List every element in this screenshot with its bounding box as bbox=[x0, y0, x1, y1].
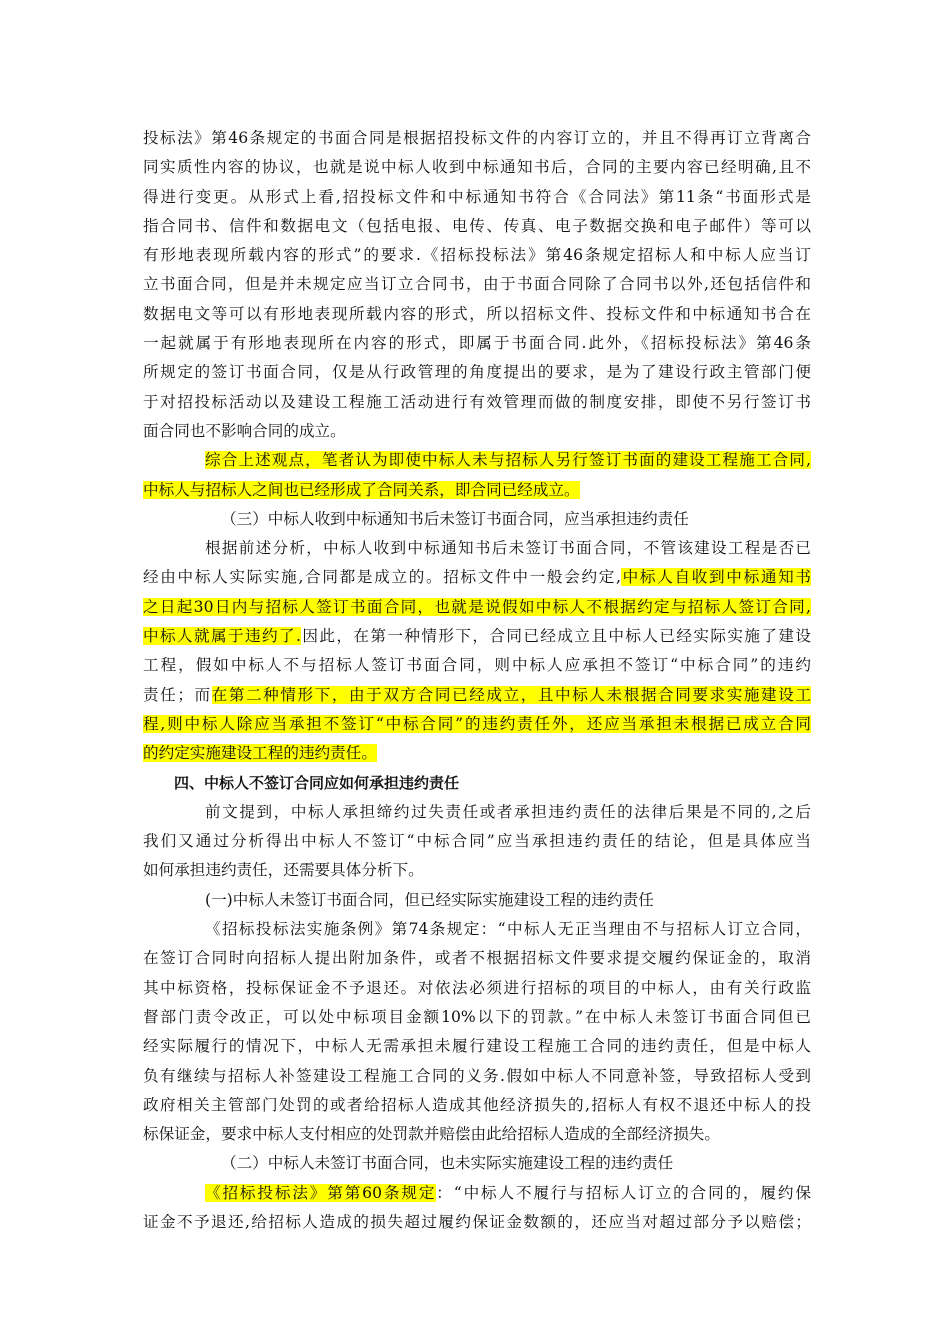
highlighted-text: 综合上述观点，笔者认为即使中标人未与招标人另行签订书面的建设工程施工合同, bbox=[205, 451, 811, 470]
text-line: 立书面合同，但是并未规定应当订立合同书，由于书面合同除了合同书以外,还包括信件和 bbox=[143, 275, 811, 294]
text-line: 经由中标人实际实施,合同都是成立的。招标文件中一般会约定,中标人自收到中标通知书 bbox=[143, 568, 811, 587]
highlighted-text: 之日起30日内与招标人签订书面合同，也就是说假如中标人不根据约定与招标人签订合同, bbox=[143, 597, 811, 616]
text-line: 负有继续与招标人补签建设工程施工合同的义务.假如中标人不同意补签，导致招标人受到 bbox=[143, 1066, 811, 1085]
text-line: 其中标资格，投标保证金不予退还。对依法必须进行招标的项目的中标人，由有关行政监 bbox=[143, 978, 811, 997]
text-line: 指合同书、信件和数据电文（包括电报、电传、传真、电子数据交换和电子邮件）等可以 bbox=[143, 216, 811, 235]
text-line: 我们又通过分析得出中标人不签订“中标合同”应当承担违约责任的结论，但是具体应当 bbox=[143, 832, 811, 851]
document-body bbox=[143, 124, 811, 1237]
highlighted-text: 中标人就属于违约了. bbox=[143, 627, 301, 646]
text-line: 根据前述分析，中标人收到中标通知书后未签订书面合同，不管该建设工程是否已 bbox=[205, 539, 811, 558]
text-line: 投标法》第46条规定的书面合同是根据招投标文件的内容订立的，并且不得再订立背离合 bbox=[143, 129, 811, 147]
section-heading-5: (一)中标人未签订书面合同，但已经实际实施建设工程的违约责任 bbox=[205, 890, 654, 909]
highlighted-text: 程,则中标人除应当承担不签订“中标合同”的违约责任外，还应当承担未根据已成立合同 bbox=[143, 714, 811, 733]
highlighted-text: 《招标投标法》第第60条规定 bbox=[205, 1183, 437, 1202]
text-line: 经实际履行的情况下，中标人无需承担未履行建设工程施工合同的违约责任，但是中标人 bbox=[143, 1037, 811, 1056]
paragraph-2-highlighted bbox=[143, 446, 811, 505]
paragraph-6 bbox=[143, 1179, 811, 1238]
section-heading-4: 四、中标人不签订合同应如何承担违约责任 bbox=[174, 773, 460, 792]
text-line: 督部门责令改正，可以处中标项目金额10%以下的罚款。”在中标人未签订书面合同但已 bbox=[143, 1007, 811, 1026]
text-line: 在签订合同时向招标人提出附加条件，或者不根据招标文件要求提交履约保证金的，取消 bbox=[143, 949, 811, 968]
text-line: 得进行变更。从形式上看,招投标文件和中标通知书符合《合同法》第11条“书面形式是 bbox=[143, 187, 811, 206]
text-line bbox=[143, 446, 811, 475]
text-line: 前文提到，中标人承担缔约过失责任或者承担违约责任的法律后果是不同的,之后 bbox=[205, 802, 811, 821]
highlighted-text: 在第二种情形下，由于双方合同已经成立，且中标人未根据合同要求实施建设工 bbox=[211, 685, 811, 704]
paragraph-1 bbox=[143, 124, 811, 446]
highlighted-text: 的约定实施建设工程的违约责任。 bbox=[143, 744, 377, 763]
text-line: 面合同也不影响合同的成立。 bbox=[143, 421, 346, 440]
text-line: 责任；而在第二种情形下，由于双方合同已经成立，且中标人未根据合同要求实施建设工 bbox=[143, 685, 811, 704]
section-heading-6: （二）中标人未签订书面合同，也未实际实施建设工程的违约责任 bbox=[221, 1154, 674, 1173]
text-line bbox=[143, 593, 811, 622]
text-line: 中标人就属于违约了.因此，在第一种情形下，合同已经成立且中标人已经实际实施了建设 bbox=[143, 627, 811, 646]
highlighted-text: 中标人自收到中标通知书 bbox=[620, 568, 811, 587]
text-line: 有形地表现所载内容的形式”的要求.《招标投标法》第46条规定招标人和中标人应当订 bbox=[143, 246, 811, 265]
text-line: 一起就属于有形地表现所在内容的形式，即属于书面合同.此外，《招标投标法》第46条 bbox=[143, 334, 811, 353]
text-line: 证金不予退还,给招标人造成的损失超过履约保证金数额的，还应当对超过部分予以赔偿； bbox=[143, 1212, 811, 1231]
text-line: 《招标投标法》第第60条规定：“中标人不履行与招标人订立的合同的，履约保 bbox=[205, 1183, 811, 1202]
text-line bbox=[143, 710, 811, 739]
paragraph-3 bbox=[143, 534, 811, 768]
text-line bbox=[143, 476, 811, 505]
text-line: 《招标投标法实施条例》第74条规定：“中标人无正当理由不与招标人订立合同， bbox=[205, 920, 811, 939]
text-line: 数据电文等可以有形地表现所载内容的形式，所以招标文件、投标文件和中标通知书合在 bbox=[143, 304, 811, 323]
paragraph-4 bbox=[143, 798, 811, 886]
text-line bbox=[143, 739, 811, 768]
text-line: 政府相关主管部门处罚的或者给招标人造成其他经济损失的,招标人有权不退还中标人的投 bbox=[143, 1095, 811, 1114]
highlighted-text: 中标人与招标人之间也已经形成了合同关系，即合同已经成立。 bbox=[143, 480, 580, 499]
text-line: 标保证金，要求中标人支付相应的处罚款并赔偿由此给招标人造成的全部经济损失。 bbox=[143, 1125, 720, 1144]
text-line: 所规定的签订书面合同，仅是从行政管理的角度提出的要求，是为了建设行政主管部门便 bbox=[143, 363, 811, 382]
text-line: 于对招投标活动以及建设工程施工活动进行有效管理而做的制度安排，即使不另行签订书 bbox=[143, 392, 811, 411]
text-line: 工程，假如中标人不与招标人签订书面合同，则中标人应承担不签订“中标合同”的违约 bbox=[143, 656, 811, 675]
paragraph-5 bbox=[143, 915, 811, 1149]
text-line: 如何承担违约责任，还需要具体分析下。 bbox=[143, 861, 424, 880]
section-heading-3: （三）中标人收到中标通知书后未签订书面合同，应当承担违约责任 bbox=[221, 509, 689, 528]
text-line: 同实质性内容的协议，也就是说中标人收到中标通知书后，合同的主要内容已经明确,且不 bbox=[143, 158, 811, 177]
